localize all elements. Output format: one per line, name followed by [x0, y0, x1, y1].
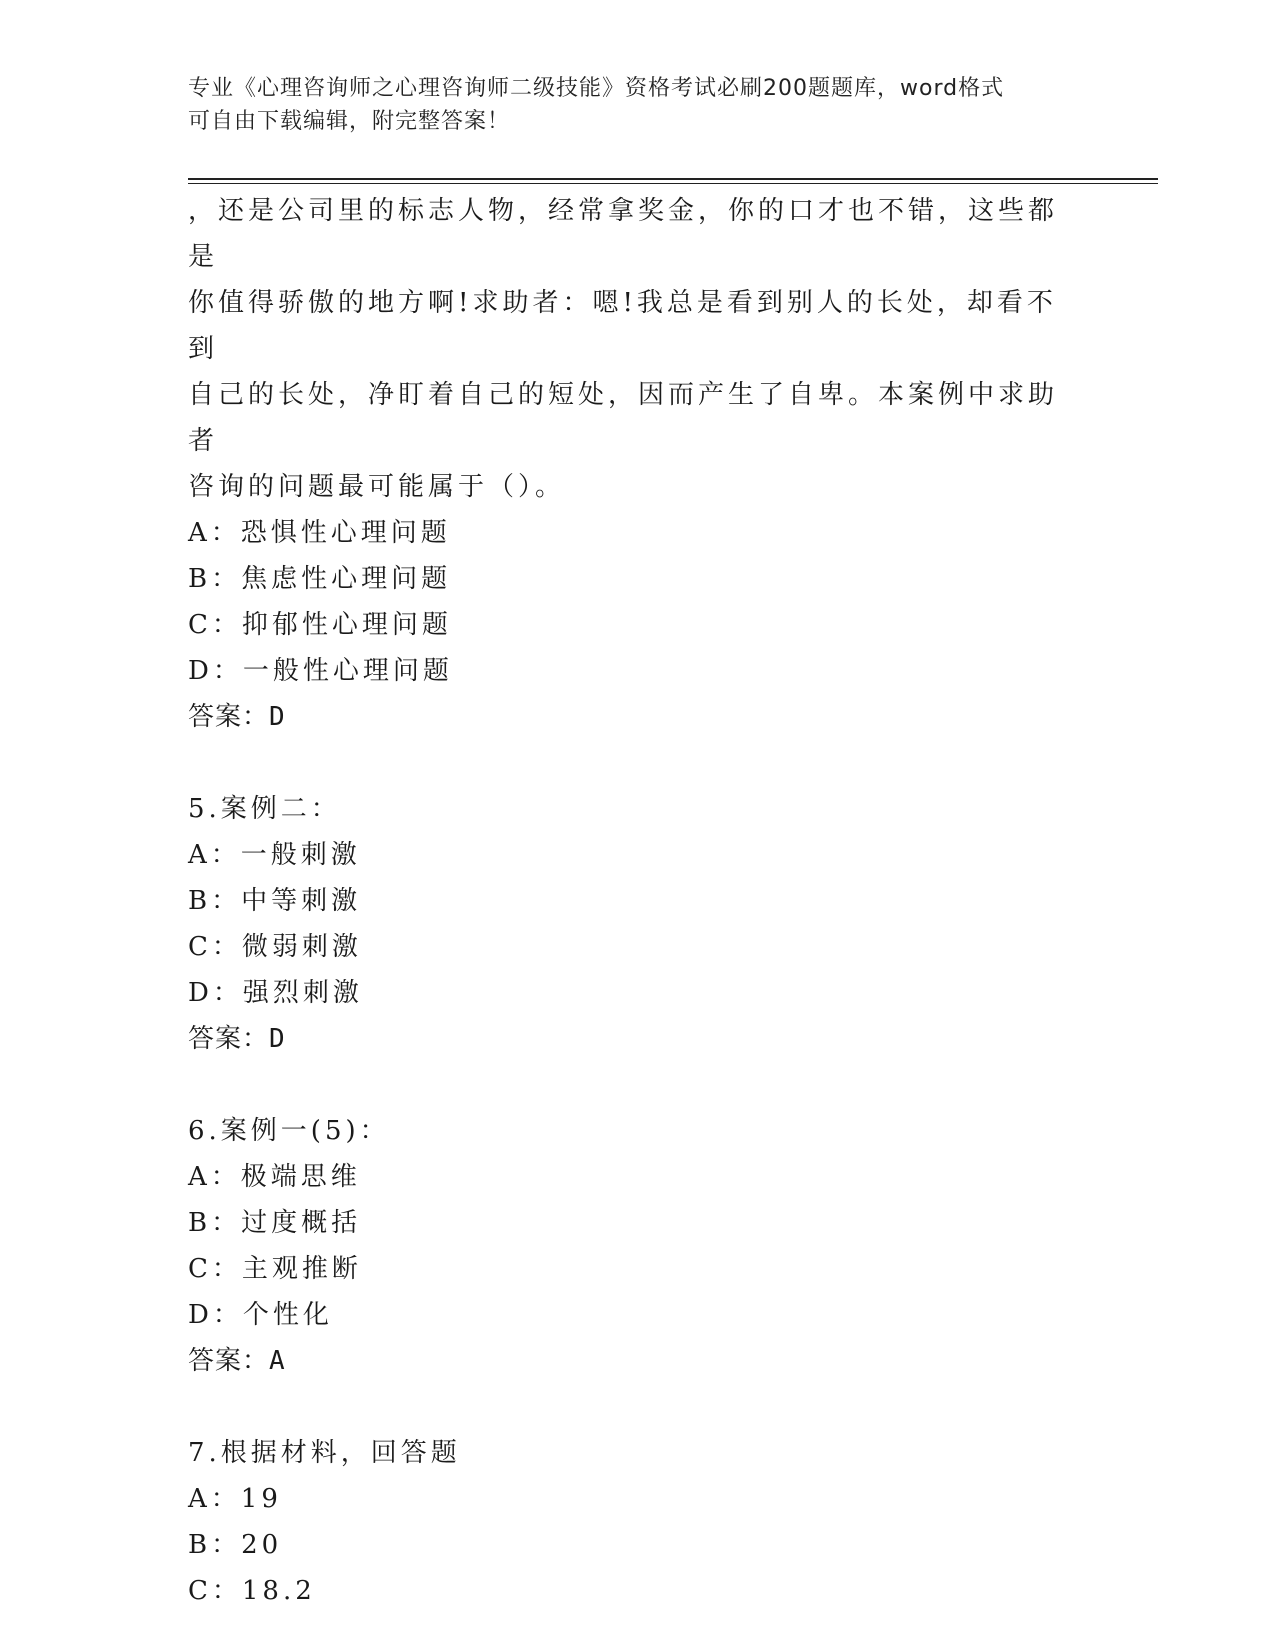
answer-label: 答案：	[188, 1024, 270, 1054]
question-4	[188, 188, 1068, 740]
option-c: C：微弱刺激	[188, 932, 362, 962]
question-text-line: 自己的长处，净盯着自己的短处，因而产生了自卑。本案例中求助者	[188, 380, 1059, 456]
option-a: A：19	[188, 1484, 282, 1514]
question-7	[188, 1430, 1068, 1614]
option-d: D：个性化	[188, 1300, 333, 1330]
header-line-1: 专业《心理咨询师之心理咨询师二级技能》资格考试必刷200题题库，word格式	[188, 76, 1005, 101]
answer-value: D	[269, 702, 286, 732]
option-c: C：主观推断	[188, 1254, 362, 1284]
option-b: B：中等刺激	[188, 886, 362, 916]
answer-line	[188, 694, 1068, 740]
option-b: B：20	[188, 1530, 283, 1560]
question-title: 5.案例二：	[188, 794, 341, 824]
option-b: B：过度概括	[188, 1208, 362, 1238]
option-a: A：恐惧性心理问题	[188, 518, 451, 548]
option-a: A：一般刺激	[188, 840, 361, 870]
question-title: 7.根据材料，回答题	[188, 1438, 461, 1468]
option-d: D：一般性心理问题	[188, 656, 453, 686]
question-text-line: ，还是公司里的标志人物，经常拿奖金，你的口才也不错，这些都是	[188, 196, 1059, 272]
option-b: B：焦虑性心理问题	[188, 564, 452, 594]
question-text-line: 咨询的问题最可能属于（）。	[188, 472, 566, 502]
question-5	[188, 786, 1068, 1062]
answer-value: D	[269, 1024, 286, 1054]
option-d: D：强烈刺激	[188, 978, 363, 1008]
document-header	[188, 72, 1068, 138]
header-divider-thick	[188, 178, 1158, 180]
option-a: A：极端思维	[188, 1162, 361, 1192]
option-c: C：抑郁性心理问题	[188, 610, 452, 640]
question-text-line: 你值得骄傲的地方啊!求助者：嗯!我总是看到别人的长处，却看不到	[188, 288, 1057, 364]
answer-line	[188, 1338, 1068, 1384]
document-body	[188, 188, 1068, 1614]
answer-value: A	[269, 1346, 286, 1376]
header-divider-thin	[188, 183, 1158, 184]
question-6	[188, 1108, 1068, 1384]
answer-label: 答案：	[188, 702, 270, 732]
answer-label: 答案：	[188, 1346, 270, 1376]
header-line-2: 可自由下载编辑，附完整答案！	[188, 109, 511, 134]
question-title: 6.案例一(5)：	[188, 1116, 390, 1146]
option-c: C：18.2	[188, 1576, 316, 1606]
answer-line	[188, 1016, 1068, 1062]
